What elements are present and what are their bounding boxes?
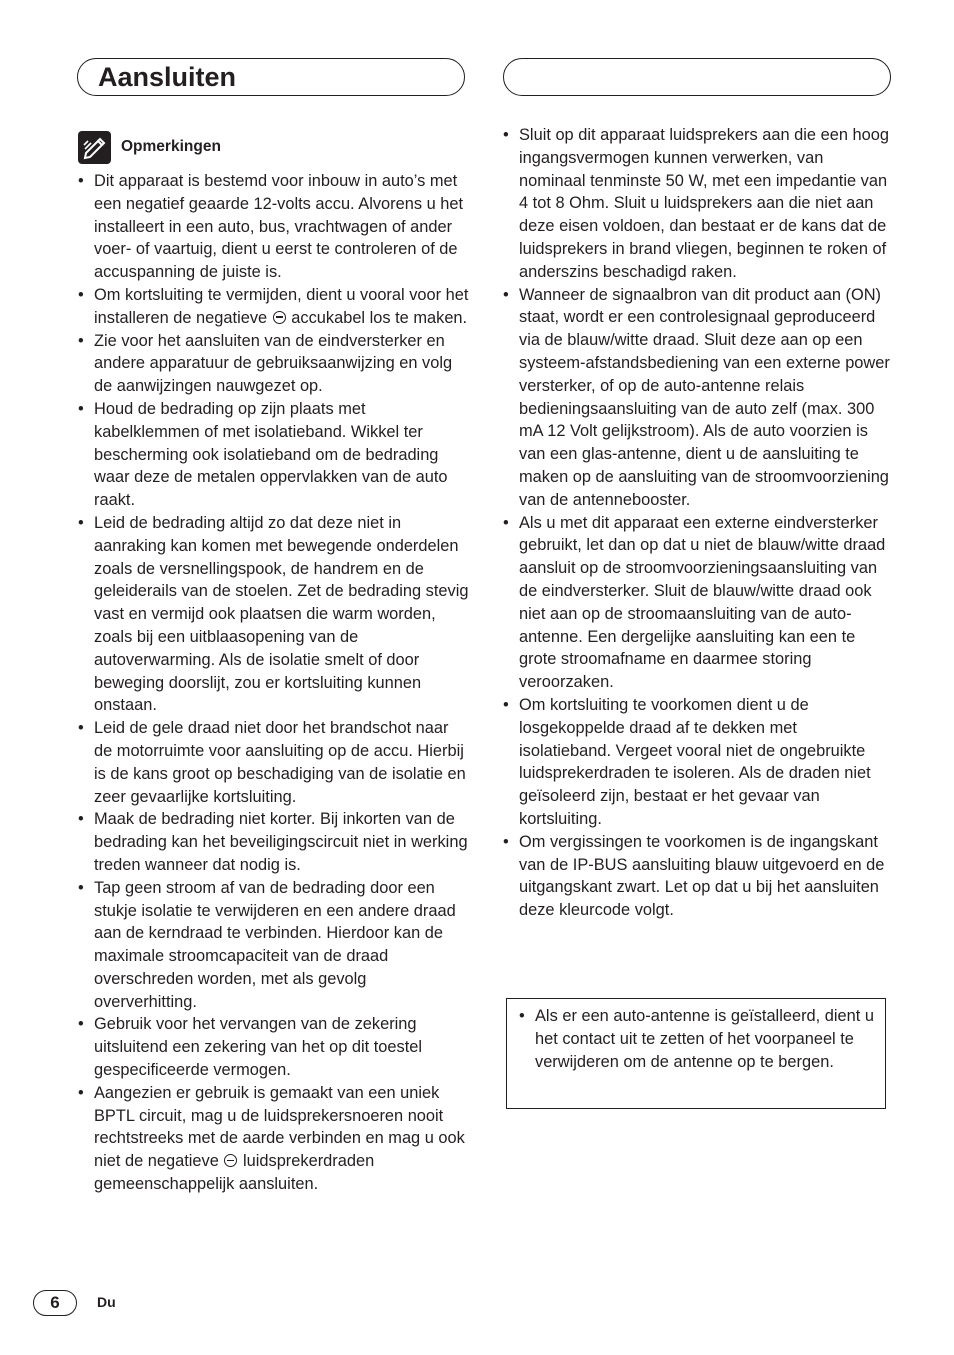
list-item: • Als u met dit apparaat een externe eindversterker gebruikt, let dan op dat u niet de blauw/witte draad aansluit op de stroomvoorzieningsaansluiting van de eindversterker. Sluit de blauw/witte draad ook niet aan op de stroomaansluiting van de auto-antenne. Een dergelijke aansluiting kan een te grote stroomafname en daarmee storing veroorzaken. [503, 512, 891, 694]
list-item-text: luidsprekerdraden gemeenschappelijk aansluiten. [94, 1152, 375, 1194]
list-item-text: accukabel los te maken. [291, 308, 468, 327]
minus-circle-icon [224, 1154, 237, 1167]
list-item: • Tap geen stroom af van de bedrading door een stukje isolatie te verwijderen en een andere draad aan de kerndraad te verbinden. Hierdoor kan de maximale stroomcapaciteit van de draad overschreden worden, met als gevolg oververhitting. [78, 877, 470, 1014]
pencil-note-icon [78, 131, 111, 164]
list-item: • Wanneer de signaalbron van dit product aan (ON) staat, wordt er een controlesignaal geproduceerd via de blauw/witte draad. Sluit deze aan op een systeem-afstandsbediening van een externe power versterker, of op de auto-antenne relais bedieningsaansluiting van de auto zelf (max. 300 mA 12 Volt gelijkstroom). Als de auto voorzien is van een glas-antenne, dient u de aansluiting te maken op de aansluiting van de stroomvoorziening van de antennebooster. [503, 284, 891, 512]
left-bullet-list [78, 170, 470, 1196]
note-box-list [519, 1005, 875, 1074]
list-item: • Gebruik voor het vervangen van de zekering uitsluitend een zekering van het op dit toestel gespecificeerde vermogen. [78, 1013, 470, 1081]
notes-header [78, 130, 470, 164]
list-item: • Maak de bedrading niet korter. Bij inkorten van de bedrading kan het beveiligingscircuit niet in werking treden wanneer dat nodig is. [78, 808, 470, 876]
list-item: • Om kortsluiting te voorkomen dient u de losgekoppelde draad af te dekken met isolatieband. Vergeet vooral niet de ongebruikte luidsprekerdraden te isoleren. Als de draden niet geïsoleerd zijn, bestaat er het gevaar van kortsluiting. [503, 694, 891, 831]
list-item: • Houd de bedrading op zijn plaats met kabelklemmen of met isolatieband. Wikkel ter bescherming ook isolatieband om de bedrading waar deze de metalen oppervlakken van de auto raakt. [78, 398, 470, 512]
page-number: 6 [33, 1290, 77, 1316]
list-item: • Leid de gele draad niet door het brandschot naar de motorruimte voor aansluiting op de accu. Hierbij is de kans groot op beschadiging van de isolatie en zeer gevaarlijke kortsluiting. [78, 717, 470, 808]
page-title: Aansluiten [98, 62, 237, 92]
list-item: • Om vergissingen te voorkomen is de ingangskant van de IP-BUS aansluiting blauw uitgevoerd en de uitgangskant zwart. Let op dat u bij het aansluiten deze kleurcode volgt. [503, 831, 891, 922]
minus-circle-icon [273, 311, 286, 324]
antenna-note-box [506, 998, 886, 1109]
list-item-text: Om kortsluiting te vermijden, dient u vooral voor het installeren de negatieve [94, 285, 469, 327]
list-item: • Dit apparaat is bestemd voor inbouw in auto’s met een negatief geaarde 12-volts accu. Alvorens u het installeert in een auto, bus, vrachtwagen of ander voer- of vaartuig, dient u eerst te controleren of de accuspanning de juiste is. [78, 170, 470, 284]
list-item: • Leid de bedrading altijd zo dat deze niet in aanraking kan komen met bewegende onderdelen zoals de versnellingspook, de handrem en de geleiderails van de stoelen. Zet de bedrading stevig vast en vermijd ook plaatsen die warm worden, zoals bij een uitblaasopening van de autoverwarming. Als de isolatie smelt of door beweging doorslijt, zou er kortsluiting kunnen onstaan. [78, 512, 470, 717]
list-item: • Als er een auto-antenne is geïstalleerd, dient u het contact uit te zetten of het voorpaneel te verwijderen om de antenne op te bergen. [519, 1005, 875, 1074]
list-item: • Zie voor het aansluiten van de eindversterker en andere apparatuur de gebruiksaanwijzing en volg de aanwijzingen nauwgezet op. [78, 330, 470, 398]
section-title-box [77, 58, 465, 96]
list-item-text: Aangezien er gebruik is gemaakt van een uniek BPTL circuit, mag u de luidsprekersnoeren nooit rechtstreeks met de aarde verbinden en mag u ook niet de negatieve [94, 1083, 465, 1171]
language-label: Du [97, 1294, 116, 1310]
right-column [503, 124, 891, 922]
list-item [78, 284, 470, 330]
left-column [78, 130, 470, 1196]
right-bullet-list [503, 124, 891, 922]
list-item: • Sluit op dit apparaat luidsprekers aan die een hoog ingangsvermogen kunnen verwerken, van nominaal tenminste 50 W, met een impedantie van 4 tot 8 Ohm. Sluit u luidsprekers aan die niet aan deze eisen voldoen, dan bestaat er de kans dat de luidsprekers in brand vliegen, beginnen te roken of anderszins beschadigd raken. [503, 124, 891, 284]
list-item [78, 1082, 470, 1196]
empty-title-box [503, 58, 891, 96]
notes-heading: Opmerkingen [121, 137, 221, 155]
